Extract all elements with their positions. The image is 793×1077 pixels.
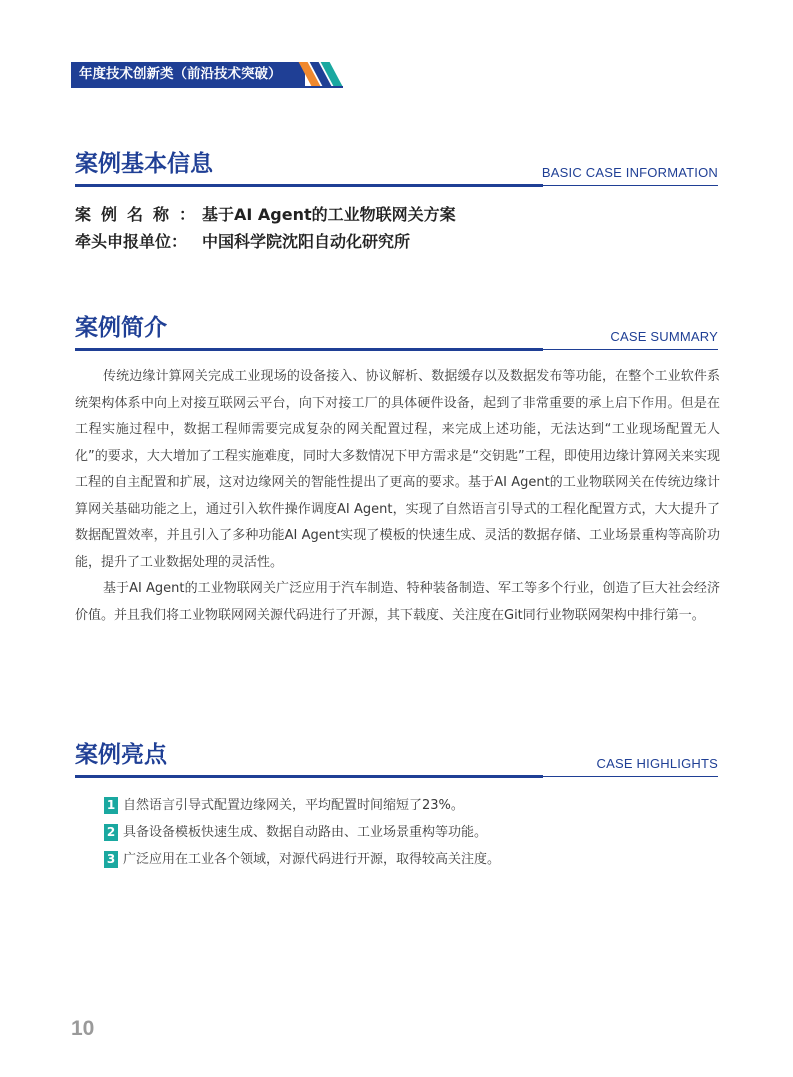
summary-paragraph: 传统边缘计算网关完成工业现场的设备接入、协议解析、数据缓存以及数据发布等功能，在整个工业软件系统架构体系中向上对接互联网云平台，向下对接工厂的具体硬件设备，起到了非常重要的承上启下作用。但是在工程实施过程中，数据工程师需要完成复杂的网关配置过程，来完成上述功能，无法达到“工业现场配置无人化”的要求，大大增加了工程实施难度，同时大多数情况下甲方需求是“交钥匙”工程，即使用边缘计算网关来实现工程的自主配置和扩展，这对边缘网关的智能性提出了更高的要求。基于AI Agent的工业物联网关在传统边缘计算网关基础功能之上，通过引入软件操作调度AI Agent，实现了自然语言引导式的工程化配置方式，大大提升了数据配置效率，并且引入了多种功能AI Agent实现了模板的快速生成、灵活的数据存储、工业场景重构等高阶功能，提升了工业数据处理的灵活性。 xyxy=(75,369,720,570)
basic-info-section-header xyxy=(75,149,718,189)
unit-line xyxy=(75,230,410,254)
highlight-text: 广泛应用在工业各个领域，对源代码进行开源，取得较高关注度。 xyxy=(123,852,501,867)
section-title-en: CASE HIGHLIGHTS xyxy=(596,756,718,771)
case-name-value: 基于AI Agent的工业物联网关方案 xyxy=(202,205,456,224)
case-name-line xyxy=(75,203,456,227)
section-title-en: BASIC CASE INFORMATION xyxy=(541,165,718,180)
section-rule-thin xyxy=(543,185,718,186)
highlight-number-badge: 2 xyxy=(104,824,118,841)
section-title: 案例简介 xyxy=(75,315,167,341)
section-title: 案例基本信息 xyxy=(75,151,213,177)
page-number: 10 xyxy=(71,1017,95,1040)
highlight-number-badge: 3 xyxy=(104,851,118,868)
highlight-item xyxy=(104,797,464,815)
section-rule-thin xyxy=(543,776,718,777)
section-rule-thick xyxy=(75,184,543,187)
highlight-item xyxy=(104,851,500,869)
case-name-label: 案例名称： xyxy=(75,205,206,224)
section-rule-thick xyxy=(75,348,543,351)
highlight-number-badge: 1 xyxy=(104,797,118,814)
summary-paragraph: 基于AI Agent的工业物联网关广泛应用于汽车制造、特种装备制造、军工等多个行业，创造了巨大社会经济价值。并且我们将工业物联网网关源代码进行了开源，其下载度、关注度在Git同行业物联网架构中排行第一。 xyxy=(75,581,720,623)
unit-label: 牵头申报单位： xyxy=(75,232,188,251)
highlight-text: 自然语言引导式配置边缘网关，平均配置时间缩短了23%。 xyxy=(123,798,464,813)
section-title: 案例亮点 xyxy=(75,742,167,768)
summary-section-header xyxy=(75,313,718,353)
unit-value: 中国科学院沈阳自动化研究所 xyxy=(202,232,411,251)
summary-body xyxy=(75,364,720,629)
section-rule-thin xyxy=(543,349,718,350)
section-title-en: CASE SUMMARY xyxy=(610,329,718,344)
banner-underline xyxy=(71,86,343,88)
category-banner: 年度技术创新类（前沿技术突破） xyxy=(71,62,305,86)
section-rule-thick xyxy=(75,775,543,778)
highlight-text: 具备设备模板快速生成、数据自动路由、工业场景重构等功能。 xyxy=(123,825,488,840)
highlight-item xyxy=(104,824,487,842)
highlights-section-header xyxy=(75,740,718,780)
